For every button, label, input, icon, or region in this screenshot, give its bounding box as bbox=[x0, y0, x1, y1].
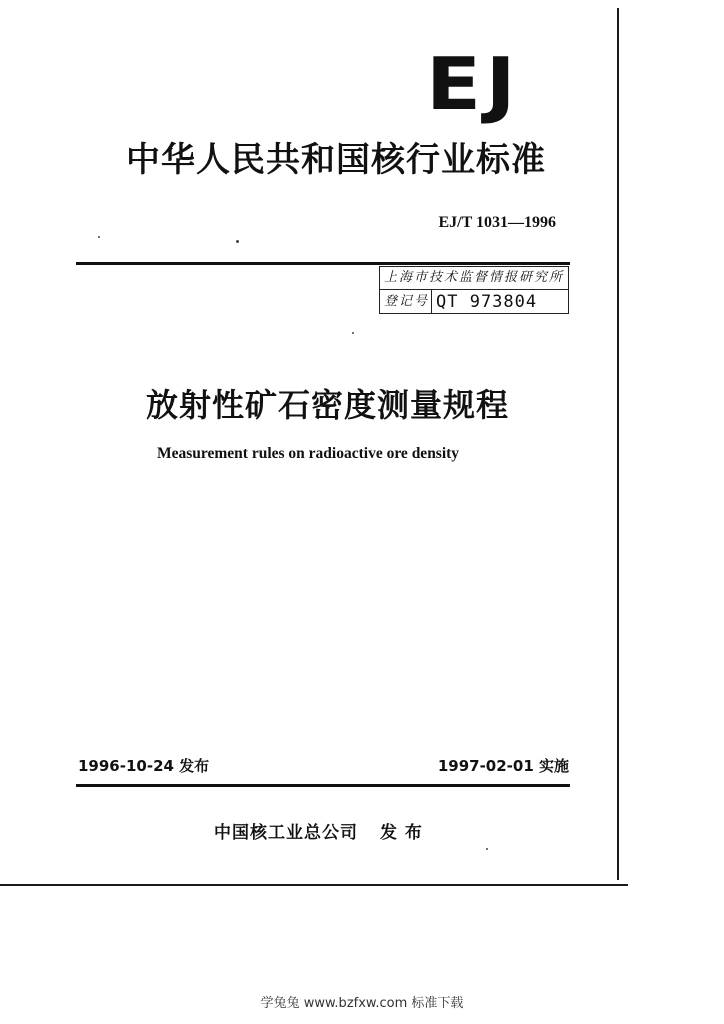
scan-border-bottom bbox=[0, 884, 628, 886]
document-title-chinese: 放射性矿石密度测量规程 bbox=[146, 386, 510, 424]
top-rule-divider bbox=[76, 262, 570, 265]
document-title-english: Measurement rules on radioactive ore density bbox=[157, 445, 460, 462]
publisher-line bbox=[214, 818, 423, 843]
standard-number: EJ/T 1031—1996 bbox=[438, 214, 556, 231]
stamp-register-code: QT 973804 bbox=[436, 292, 538, 312]
publisher-name: 中国核工业总公司 bbox=[214, 823, 358, 843]
scan-speck bbox=[236, 240, 239, 243]
scan-speck bbox=[352, 332, 354, 334]
ej-logo: EJ bbox=[426, 42, 521, 126]
issue-date: 1996-10-24 发布 bbox=[78, 757, 210, 775]
effective-date: 1997-02-01 实施 bbox=[437, 757, 569, 775]
stamp-institute: 上海市技术监督情报研究所 bbox=[380, 267, 568, 290]
stamp-register-row bbox=[380, 290, 568, 314]
publisher-action: 发 布 bbox=[380, 823, 423, 843]
download-watermark: 学兔兔 www.bzfxw.com 标准下载 bbox=[260, 996, 464, 1011]
scan-speck bbox=[486, 848, 488, 850]
library-stamp bbox=[379, 266, 569, 314]
bottom-rule-divider bbox=[76, 784, 570, 787]
scan-speck bbox=[98, 236, 100, 238]
stamp-register-label: 登记号 bbox=[380, 290, 432, 314]
scan-border-right bbox=[617, 8, 619, 880]
org-title: 中华人民共和国核行业标准 bbox=[126, 140, 546, 180]
